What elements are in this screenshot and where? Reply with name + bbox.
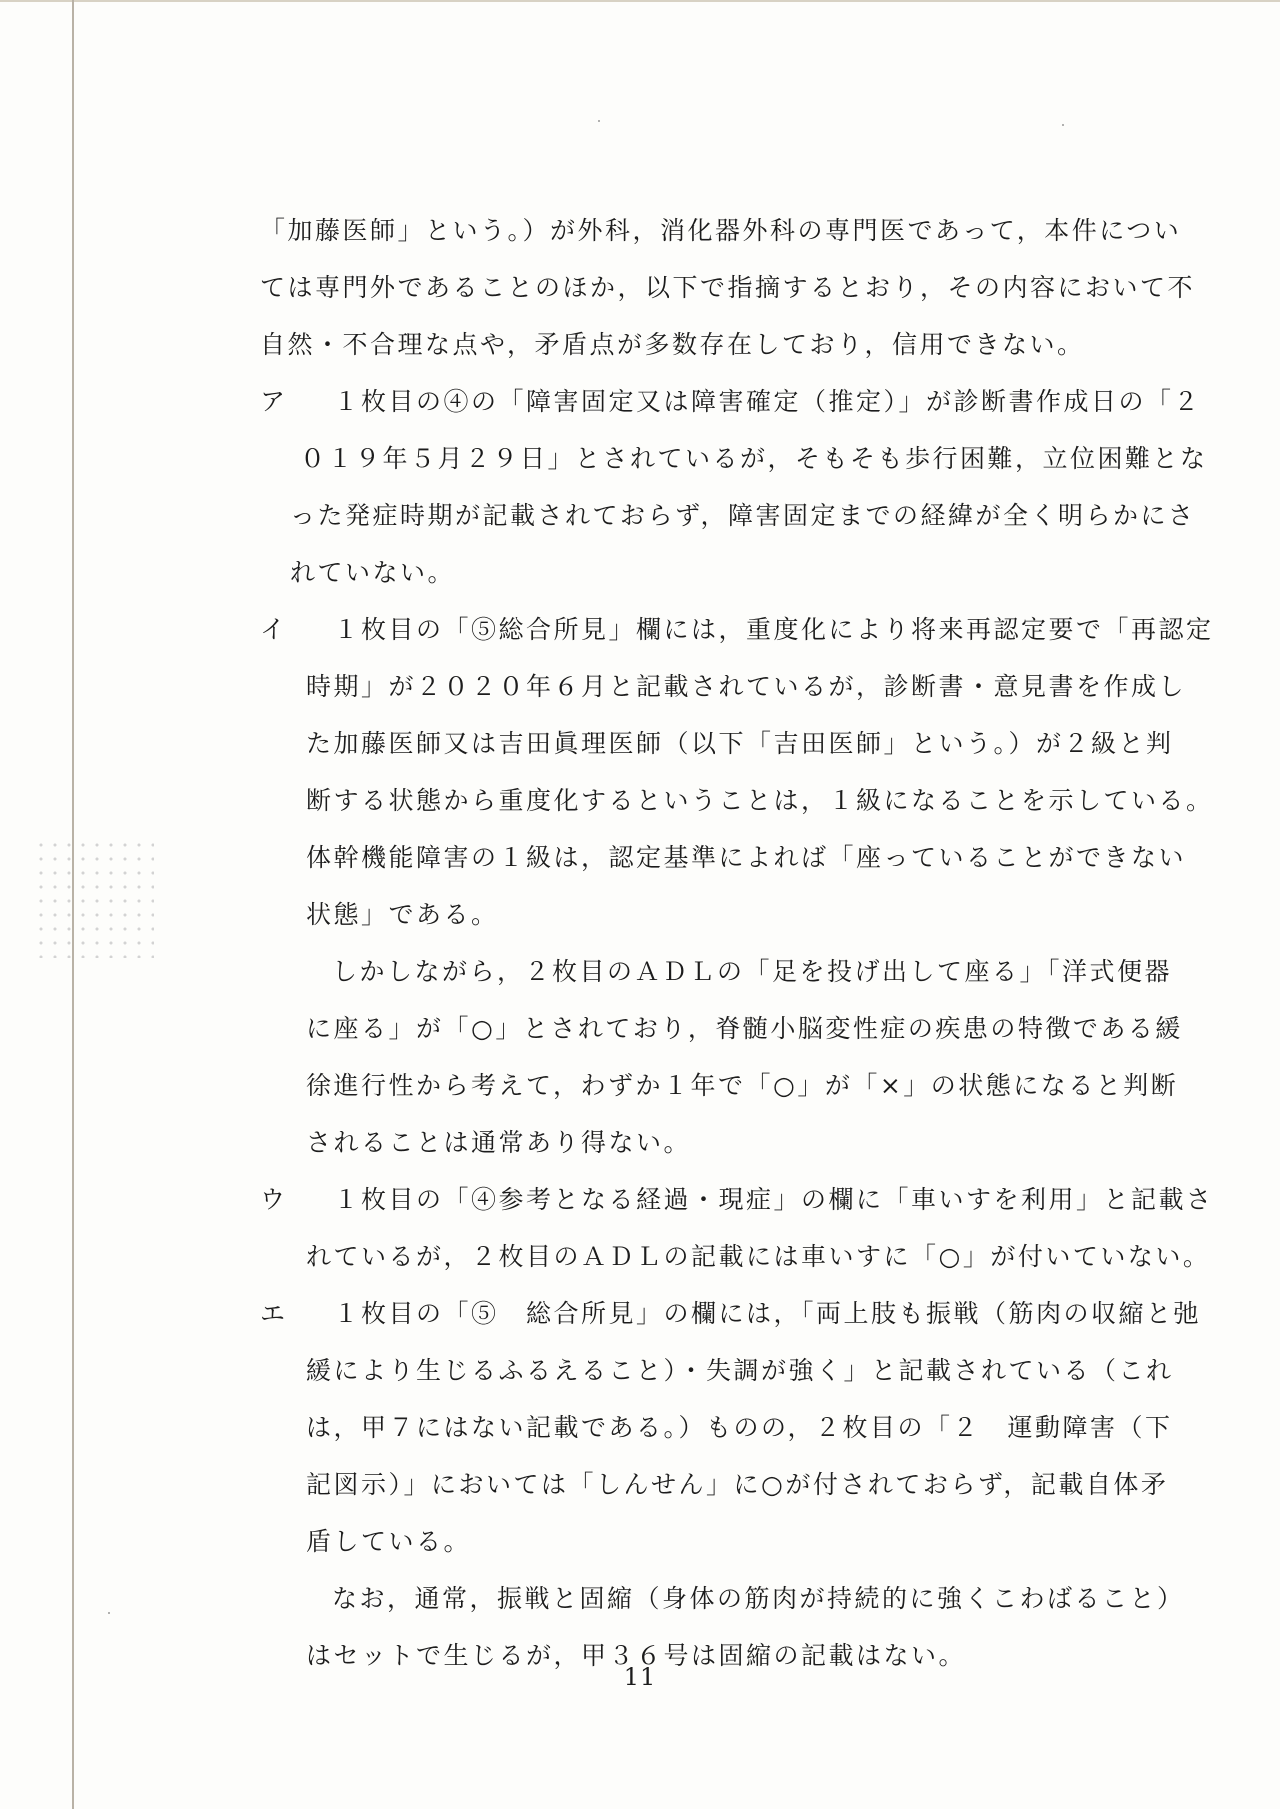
text-line: 徐進行性から考えて，わずか１年で「○」が「×」の状態になると判断 <box>306 1071 1179 1100</box>
list-item-u <box>260 1171 1214 1285</box>
text-line: れていない。 <box>290 558 456 587</box>
list-item-e <box>260 1285 1200 1684</box>
scan-speck <box>1062 124 1064 126</box>
item-marker: イ <box>260 615 288 644</box>
text-line: た加藤医師又は吉田眞理医師（以下「吉田医師」という。）が２級と判 <box>306 729 1174 758</box>
text-line: に座る」が「○」とされており，脊髄小脳変性症の疾患の特徴である緩 <box>306 1014 1183 1043</box>
list-item-i <box>260 601 1214 1171</box>
item-marker: ウ <box>260 1185 288 1214</box>
text-line: ０１９年５月２９日」とされているが，そもそも歩行困難，立位困難とな <box>300 444 1208 473</box>
text-line: なお，通常，振戦と固縮（身体の筋肉が持続的に強くこわばること） <box>332 1584 1185 1613</box>
document-body <box>260 202 1214 1684</box>
text-line: しかしながら，２枚目のＡＤＬの「足を投げ出して座る」「洋式便器 <box>332 957 1173 986</box>
text-line: 緩により生じるふるえること）・失調が強く」と記載されている（これ <box>306 1356 1174 1385</box>
text-line: はセットで生じるが，甲３６号は固縮の記載はない。 <box>306 1641 967 1670</box>
text-line: １枚目の「⑤ 総合所見」の欄には，「両上肢も振戦（筋肉の収縮と弛 <box>333 1299 1202 1328</box>
text-line: ては専門外であることのほか，以下で指摘するとおり，その内容において不 <box>260 273 1196 302</box>
text-line: った発症時期が記載されておらず，障害固定までの経緯が全く明らかにさ <box>290 501 1196 530</box>
text-line: 断する状態から重度化するということは，１級になることを示している。 <box>306 786 1214 815</box>
scan-speck <box>598 120 600 122</box>
text-line: 時期」が２０２０年６月と記載されているが，診断書・意見書を作成し <box>306 672 1187 701</box>
text-line: １枚目の「⑤総合所見」欄には，重度化により将来再認定要で「再認定 <box>333 615 1214 644</box>
text-line: されることは通常あり得ない。 <box>306 1128 692 1157</box>
text-line: １枚目の④の「障害固定又は障害確定（推定）」が診断書作成日の「２ <box>333 387 1202 416</box>
text-line: 記図示）」においては「しんせん」に○が付されておらず，記載自体矛 <box>306 1470 1169 1499</box>
item-marker: エ <box>260 1299 288 1328</box>
text-line: 自然・不合理な点や，矛盾点が多数存在しており，信用できない。 <box>260 330 1085 359</box>
text-line: れているが，２枚目のＡＤＬの記載には車いすに「○」が付いていない。 <box>306 1242 1211 1271</box>
page-number: 11 <box>623 1663 657 1691</box>
text-line: １枚目の「④参考となる経過・現症」の欄に「車いすを利用」と記載さ <box>333 1185 1214 1214</box>
text-line: 盾している。 <box>306 1527 472 1556</box>
text-line: 状態」である。 <box>306 900 499 929</box>
dot-pattern-decoration <box>34 838 154 958</box>
text-line: は，甲７にはない記載である。）ものの，２枚目の「２ 運動障害（下 <box>306 1413 1173 1442</box>
item-marker: ア <box>260 387 288 416</box>
text-line: 「加藤医師」という。）が外科，消化器外科の専門医であって，本件につい <box>260 216 1182 245</box>
top-edge-rule <box>0 0 1280 2</box>
scan-speck <box>108 1612 110 1614</box>
intro-paragraph <box>260 202 1200 373</box>
list-item-a <box>260 373 1208 601</box>
text-line: 体幹機能障害の１級は，認定基準によれば「座っていることができない <box>306 843 1187 872</box>
